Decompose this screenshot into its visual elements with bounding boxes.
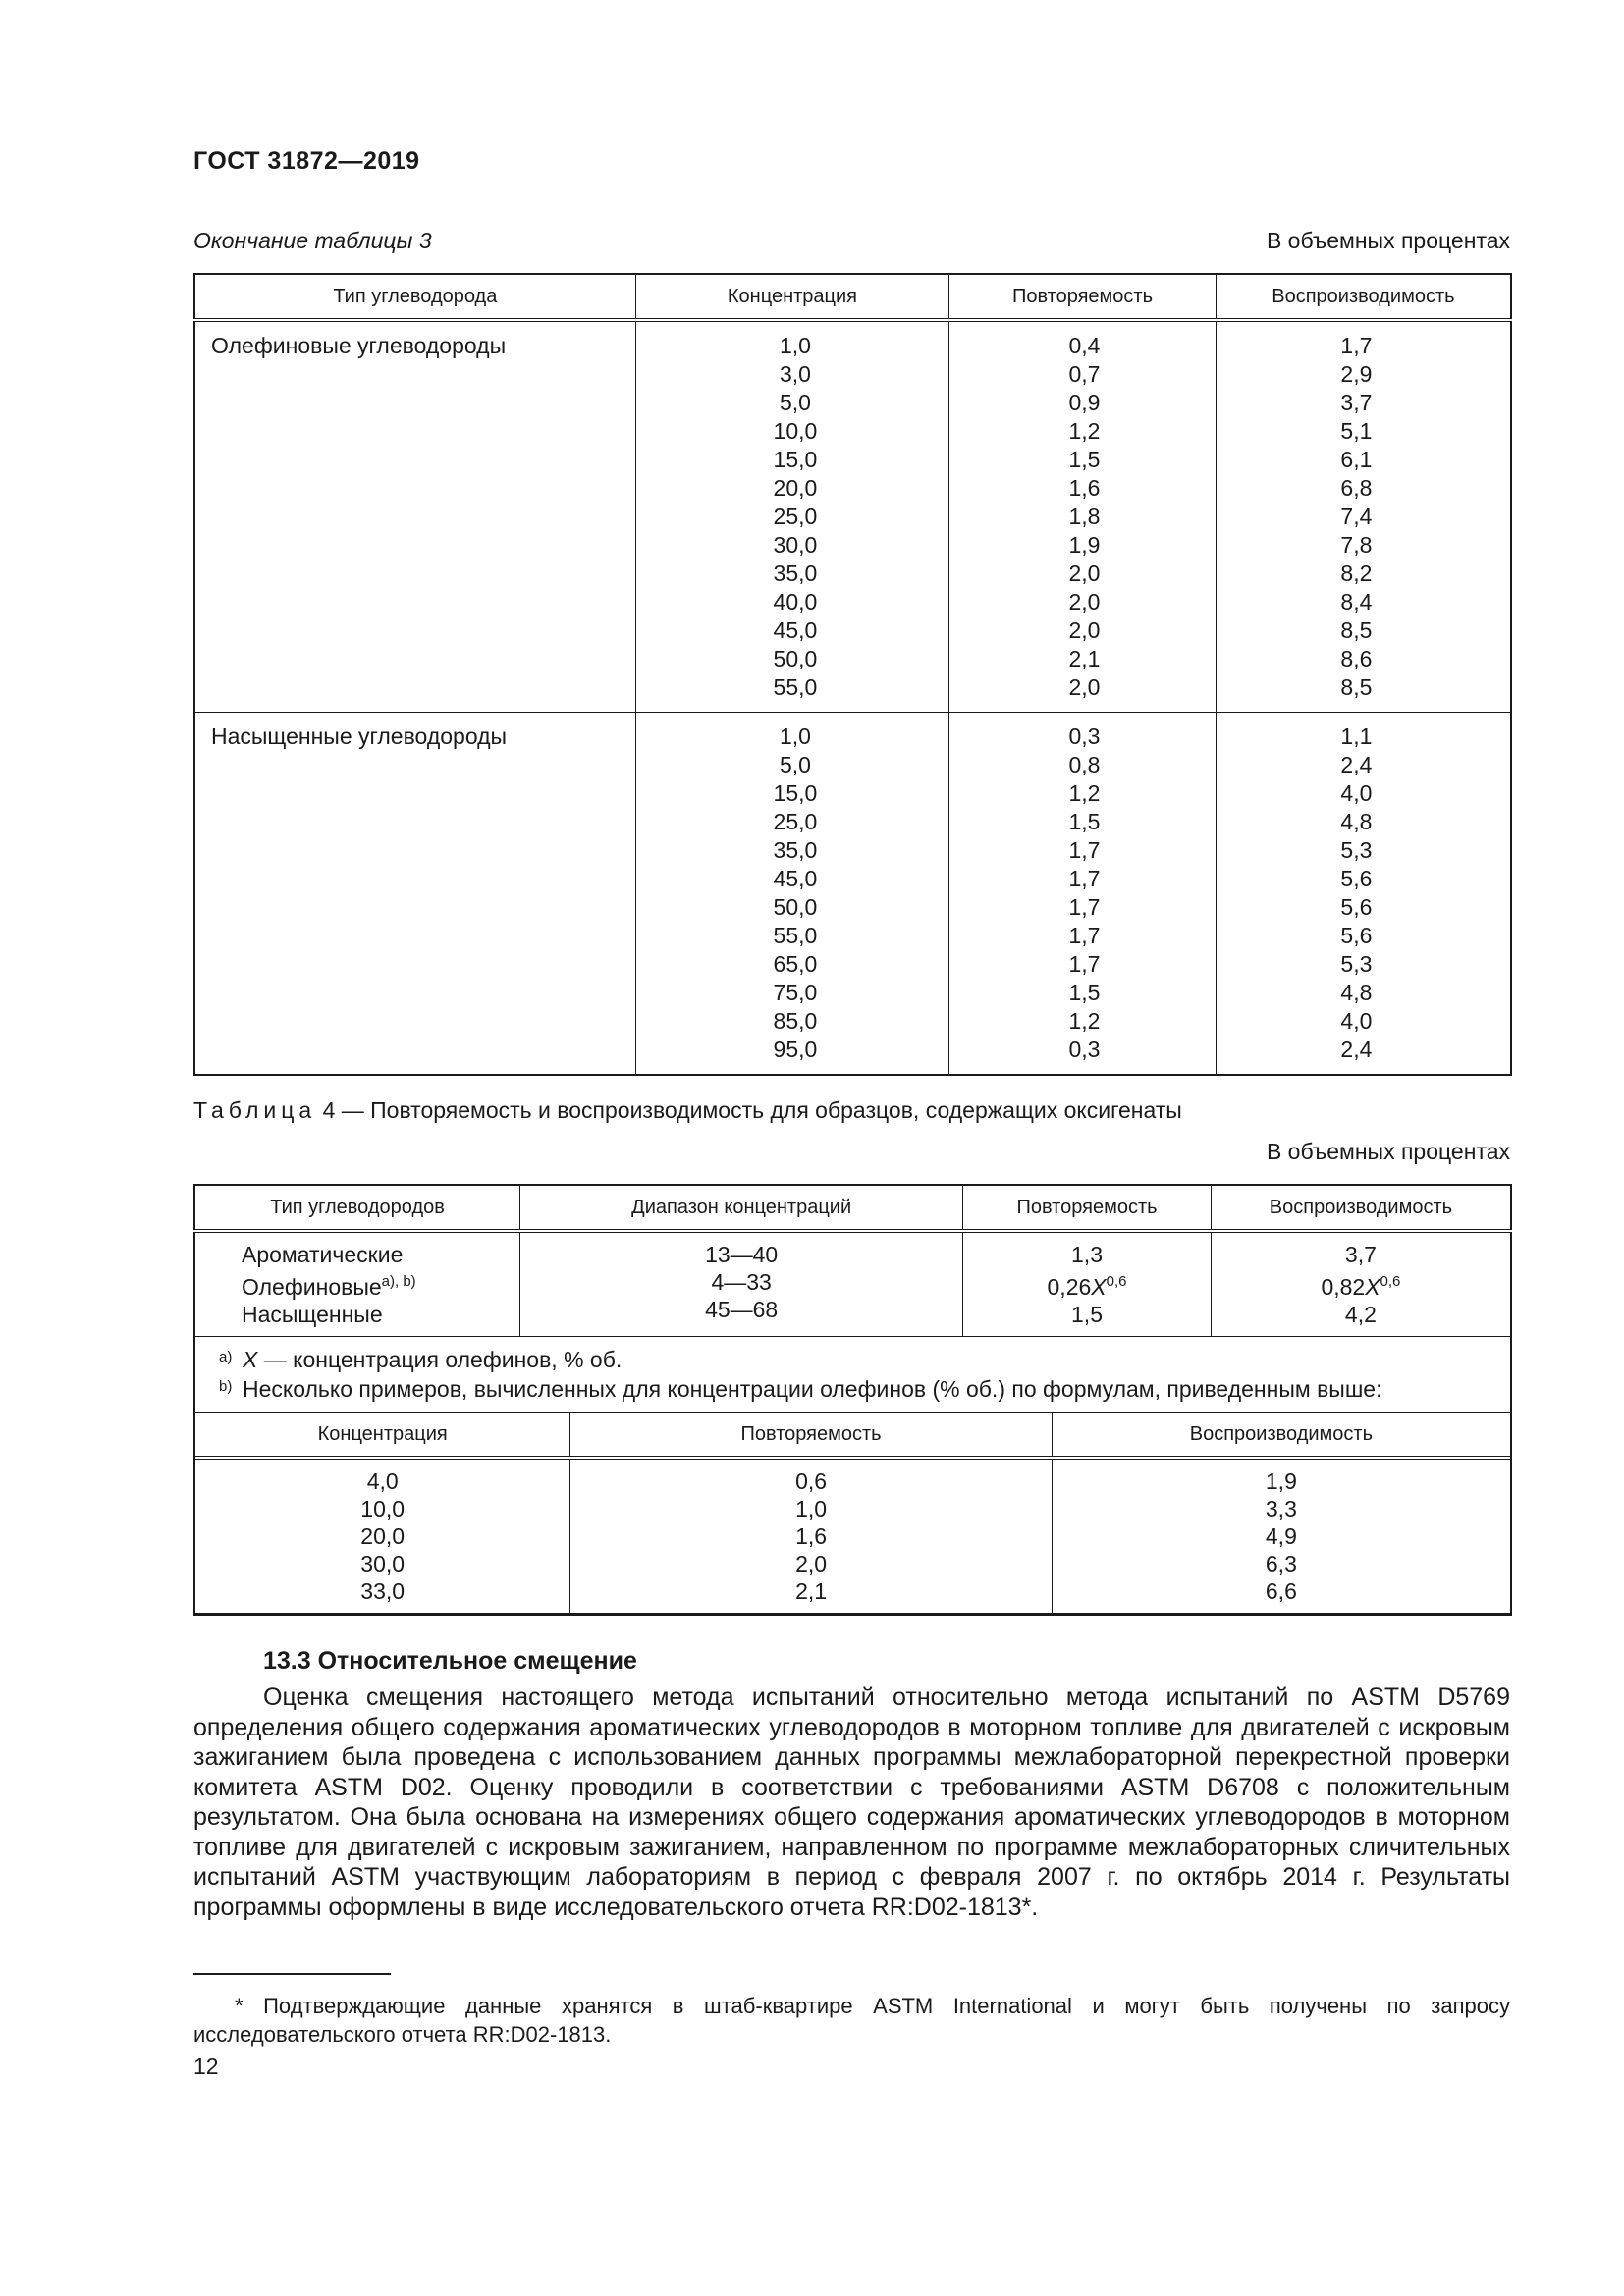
table-cell-value: 35,0	[773, 837, 818, 863]
table-cell-value: 1,5	[1068, 447, 1101, 472]
table-cell-value: 4,8	[1340, 980, 1373, 1005]
table-cell-value: 1,2	[1068, 780, 1101, 806]
table-cell-value: 1,7	[1340, 333, 1373, 358]
table-cell-value: 5,0	[779, 752, 811, 777]
table4-range-value: 4—33	[711, 1269, 772, 1295]
table-cell-value: 10,0	[773, 418, 818, 444]
table3-repeatability-cell	[949, 320, 1217, 713]
table-cell-value: 4,8	[1340, 809, 1373, 834]
table-cell-value: 2,0	[1068, 589, 1101, 614]
table-cell-value: 5,0	[779, 390, 811, 415]
table-cell-value: 20,0	[773, 475, 818, 501]
table-cell-value: 6,6	[1265, 1578, 1297, 1604]
table-cell-value: 2,0	[1068, 617, 1101, 643]
table4-repeat-value: 1,3	[1071, 1242, 1103, 1267]
table-cell-value: 8,6	[1340, 646, 1373, 671]
table3-type-cell: Олефиновые углеводороды	[194, 320, 635, 713]
table-cell-value: 1,6	[795, 1523, 828, 1549]
table-cell-value: 7,8	[1340, 532, 1373, 558]
subtable-header-reproducibility: Воспроизводимость	[1052, 1413, 1510, 1459]
table-cell-value: 8,2	[1340, 561, 1373, 586]
table-cell-value: 6,3	[1265, 1551, 1297, 1576]
section-paragraph: Оценка смещения настоящего метода испытаний относительно метода испытаний по ASTM D5769 определения общего содержания ароматических углеводородов в моторном топливе для двигателей с искровым зажиганием была проведена с использованием данных программы межлабораторной перекрестной проверки комитета ASTM D02. Оценку проводили в соответствии с требованиями ASTM D6708 с положительным результатом. Она была основана на измерениях общего содержания ароматических углеводородов в моторном топливе для двигателей с искровым зажиганием, направленном по программе межлабораторных сличительных испытаний ASTM участвующим лабораториям в период с февраля 2007 г. по октябрь 2014 г. Результаты программы оформлены в виде исследовательского отчета RR:D02-1813*.	[193, 1683, 1510, 1921]
document-header: ГОСТ 31872—2019	[193, 147, 420, 175]
table-cell-value: 65,0	[773, 951, 818, 977]
table4-type-aromatic: Ароматические	[242, 1242, 404, 1267]
table-cell-value: 1,9	[1265, 1468, 1297, 1494]
table-cell-value: 55,0	[773, 923, 818, 948]
table-cell-value: 5,3	[1340, 837, 1373, 863]
table3-group-olefins	[194, 320, 1511, 713]
table-cell-value: 33,0	[360, 1578, 406, 1604]
table4-header-type: Тип углеводородов	[194, 1185, 520, 1231]
table-cell-value: 2,0	[1068, 674, 1101, 700]
table-cell-value: 5,1	[1340, 418, 1373, 444]
table-cell-value: 7,4	[1340, 504, 1373, 529]
table3-header-concentration: Концентрация	[635, 274, 948, 320]
table-cell-value: 5,6	[1340, 866, 1373, 891]
table-cell-value: 1,9	[1068, 532, 1101, 558]
table4-caption-label: Таблица	[193, 1097, 317, 1123]
table4-caption	[193, 1097, 1182, 1124]
table-cell-value: 55,0	[773, 674, 818, 700]
table-cell-value: 2,0	[1068, 561, 1101, 586]
subtable-reproducibility-cell	[1052, 1458, 1510, 1614]
table-cell-value: 1,0	[779, 333, 811, 358]
table-cell-value: 2,1	[1068, 646, 1101, 671]
table3-header-row	[194, 274, 1511, 320]
table-cell-value: 6,1	[1340, 447, 1373, 472]
table-cell-value: 25,0	[773, 504, 818, 529]
table-cell-value: 0,7	[1068, 361, 1101, 387]
table4-range-cell	[520, 1231, 963, 1337]
table-cell-value: 95,0	[773, 1037, 818, 1062]
table-cell-value: 2,4	[1340, 1037, 1373, 1062]
table-cell-value: 2,1	[795, 1578, 828, 1604]
table4-type-olefins: Олефиновые$^{a), b)}$	[242, 1273, 416, 1300]
table-cell-value: 45,0	[773, 866, 818, 891]
table4-header-row	[194, 1185, 1511, 1231]
table-cell-value: 1,2	[1068, 1008, 1101, 1034]
table3-header-reproducibility: Воспроизводимость	[1216, 274, 1511, 320]
table-cell-value: 85,0	[773, 1008, 818, 1034]
table-cell-value: 0,8	[1068, 752, 1101, 777]
table-cell-value: 8,5	[1340, 674, 1373, 700]
table-cell-value: 5,6	[1340, 923, 1373, 948]
subtable-repeatability-cell	[570, 1458, 1052, 1614]
table4-repeat-value: 1,5	[1071, 1302, 1103, 1327]
table-cell-value: 4,0	[1340, 1008, 1373, 1034]
table-cell-value: 15,0	[773, 780, 818, 806]
table4-notes	[195, 1337, 1510, 1412]
table-cell-value: 0,3	[1068, 723, 1101, 749]
table-cell-value: 2,9	[1340, 361, 1373, 387]
subtable-concentration-cell	[195, 1458, 570, 1614]
table-cell-value: 40,0	[773, 589, 818, 614]
table-cell-value: 15,0	[773, 447, 818, 472]
table3-concentration-cell	[635, 320, 948, 713]
table4-header-range: Диапазон концентраций	[520, 1185, 963, 1231]
table4-repeatability-cell	[963, 1231, 1212, 1337]
table-cell-value: 6,8	[1340, 475, 1373, 501]
table-cell-value: 1,2	[1068, 418, 1101, 444]
table-cell-value: 0,4	[1068, 333, 1101, 358]
table-cell-value: 1,7	[1068, 923, 1101, 948]
table-cell-value: 2,0	[795, 1551, 828, 1576]
table-cell-value: 30,0	[360, 1551, 406, 1576]
table-cell-value: 8,5	[1340, 617, 1373, 643]
footnote: * Подтверждающие данные хранятся в штаб-квартире ASTM International и могут быть получены по запросу исследовательского отчета RR:D02-1813.	[193, 1994, 1510, 2047]
table-cell-value: 25,0	[773, 809, 818, 834]
table3	[193, 273, 1512, 1076]
table3-header-repeatability: Повторяемость	[949, 274, 1217, 320]
table4-type-cell	[194, 1231, 520, 1337]
table3-units: В объемных процентах	[1266, 228, 1510, 253]
table4-notes-row	[194, 1337, 1511, 1616]
table-cell-value: 1,6	[1068, 475, 1101, 501]
table-cell-value: 30,0	[773, 532, 818, 558]
page-number: 12	[193, 2054, 219, 2079]
table3-concentration-cell	[635, 713, 948, 1076]
table-cell-value: 4,9	[1265, 1523, 1297, 1549]
table-cell-value: 1,7	[1068, 837, 1101, 863]
table3-caption: Окончание таблицы 3	[193, 228, 432, 253]
table-cell-value: 0,6	[795, 1468, 828, 1494]
table4-data-row	[194, 1231, 1511, 1337]
table-cell-value: 2,4	[1340, 752, 1373, 777]
table4-notes-cell	[194, 1337, 1511, 1616]
table4	[193, 1184, 1512, 1616]
table4-repeat-formula: $0,26X^{0,6}$	[1047, 1273, 1127, 1300]
table-cell-value: 1,7	[1068, 866, 1101, 891]
table3-reproducibility-cell	[1216, 320, 1511, 713]
table3-group-saturates	[194, 713, 1511, 1076]
table-cell-value: 1,7	[1068, 894, 1101, 920]
table-cell-value: 20,0	[360, 1523, 406, 1549]
table4-reprod-value: 3,7	[1344, 1242, 1377, 1267]
table4-header-repeatability: Повторяемость	[963, 1185, 1212, 1231]
table-cell-value: 8,4	[1340, 589, 1373, 614]
table4-subtable	[195, 1412, 1510, 1614]
subtable-header-concentration: Концентрация	[195, 1413, 570, 1459]
table-cell-value: 3,3	[1265, 1496, 1297, 1522]
table4-note-a: a) X — концентрация олефинов, % об.	[219, 1347, 623, 1372]
table-cell-value: 50,0	[773, 646, 818, 671]
table4-caption-text: 4 — Повторяемость и воспроизводимость для образцов, содержащих оксигенаты	[322, 1097, 1182, 1123]
footnote-rule	[193, 1973, 391, 1975]
table3-reproducibility-cell	[1216, 713, 1511, 1076]
table4-reprod-formula: $0,82X^{0,6}$	[1321, 1273, 1401, 1300]
table-cell-value: 0,9	[1068, 390, 1101, 415]
table4-subtable-row	[195, 1458, 1510, 1614]
table4-range-value: 45—68	[705, 1297, 779, 1322]
table4-header-reproducibility: Воспроизводимость	[1211, 1185, 1511, 1231]
table4-reprod-value: 4,2	[1344, 1302, 1377, 1327]
table4-units: В объемных процентах	[1266, 1139, 1510, 1164]
table-cell-value: 1,8	[1068, 504, 1101, 529]
table-cell-value: 5,3	[1340, 951, 1373, 977]
section-title: 13.3 Относительное смещение	[263, 1647, 637, 1675]
table4-type-saturates: Насыщенные	[242, 1302, 383, 1327]
table4-range-value: 13—40	[705, 1242, 779, 1267]
table-cell-value: 10,0	[360, 1496, 406, 1522]
table-cell-value: 1,7	[1068, 951, 1101, 977]
table-cell-value: 3,0	[779, 361, 811, 387]
table-cell-value: 4,0	[366, 1468, 399, 1494]
table-cell-value: 45,0	[773, 617, 818, 643]
table-cell-value: 1,5	[1068, 980, 1101, 1005]
table-cell-value: 4,0	[1340, 780, 1373, 806]
table3-repeatability-cell	[949, 713, 1217, 1076]
table-cell-value: 0,3	[1068, 1037, 1101, 1062]
table-cell-value: 35,0	[773, 561, 818, 586]
table4-subtable-header-row	[195, 1413, 1510, 1459]
table4-note-b: b) Несколько примеров, вычисленных для концентрации олефинов (% об.) по формулам, приведенным выше:	[219, 1376, 1382, 1402]
table-cell-value: 1,5	[1068, 809, 1101, 834]
table3-header-type: Тип углеводорода	[194, 274, 635, 320]
table-cell-value: 1,1	[1340, 723, 1373, 749]
table-cell-value: 1,0	[779, 723, 811, 749]
subtable-header-repeatability: Повторяемость	[570, 1413, 1052, 1459]
table-cell-value: 75,0	[773, 980, 818, 1005]
table3-type-cell: Насыщенные углеводороды	[194, 713, 635, 1076]
table4-reproducibility-cell	[1211, 1231, 1511, 1337]
table-cell-value: 5,6	[1340, 894, 1373, 920]
table-cell-value: 50,0	[773, 894, 818, 920]
table-cell-value: 1,0	[795, 1496, 828, 1522]
table-cell-value: 3,7	[1340, 390, 1373, 415]
